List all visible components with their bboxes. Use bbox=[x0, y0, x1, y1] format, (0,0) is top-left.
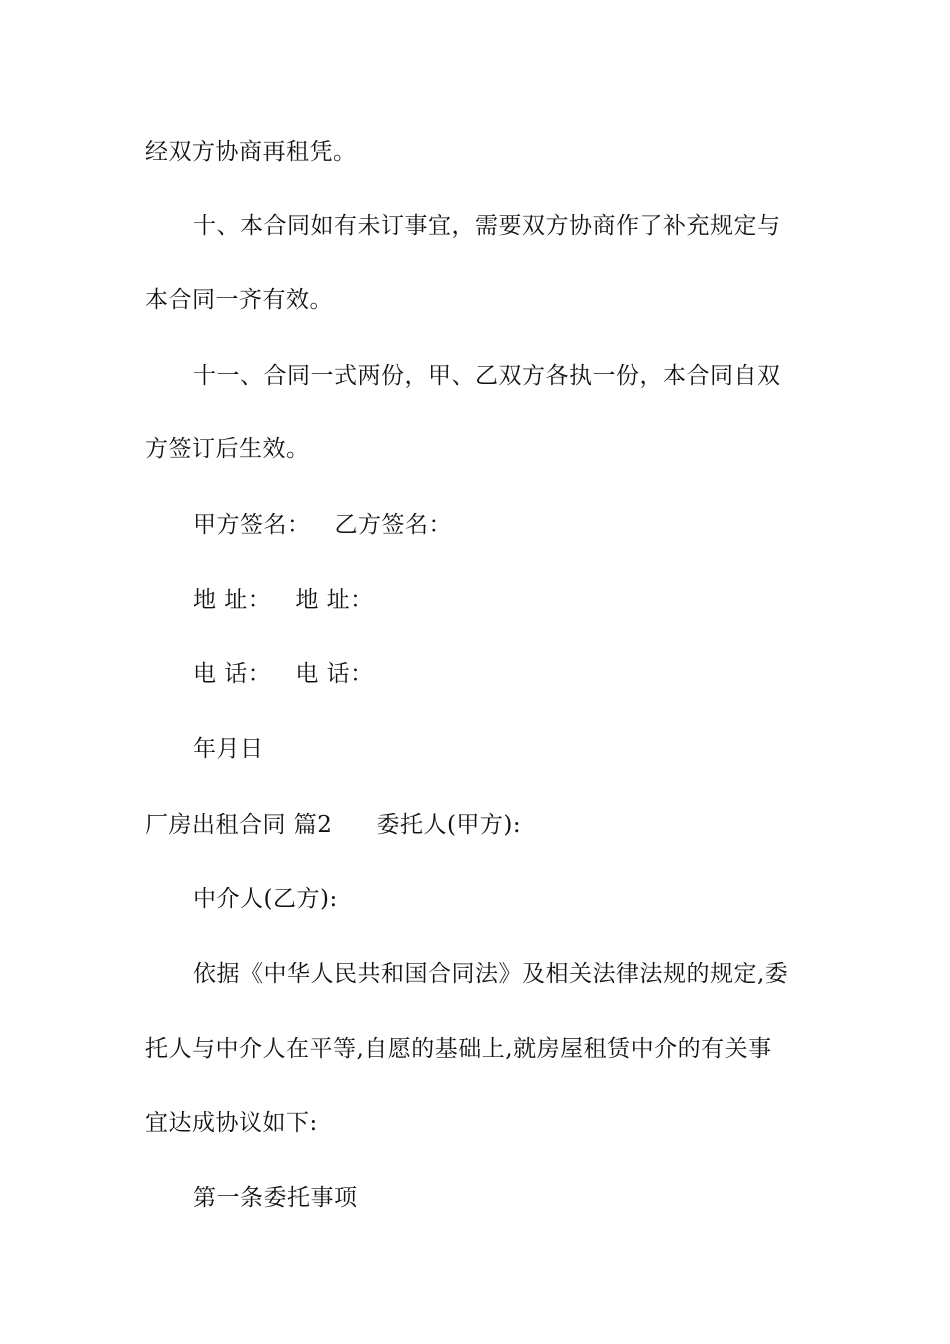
signature-line bbox=[193, 510, 452, 540]
agent-label: 中介人(乙方): bbox=[193, 886, 338, 912]
party-b-phone-label: 电 话： bbox=[295, 661, 374, 687]
paragraph-line: 本合同一齐有效。 bbox=[145, 287, 333, 313]
paragraph-line: 托人与中介人在平等,自愿的基础上,就房屋租赁中介的有关事 bbox=[145, 1036, 772, 1062]
phone-line bbox=[193, 659, 374, 689]
paragraph-line: 方签订后生效。 bbox=[145, 436, 310, 462]
paragraph-line: 依据《中华人民共和国合同法》及相关法律法规的规定,委 bbox=[193, 961, 789, 987]
client-label: 委托人(甲方): bbox=[376, 812, 522, 838]
party-b-sign-label: 乙方签名： bbox=[334, 512, 452, 538]
paragraph-line: 十一、合同一式两份，甲、乙双方各执一份，本合同自双 bbox=[193, 363, 781, 389]
party-b-address-label: 地 址： bbox=[295, 587, 374, 613]
party-a-phone-label: 电 话： bbox=[193, 661, 272, 687]
date-line: 年月日 bbox=[193, 736, 264, 762]
party-a-address-label: 地 址： bbox=[193, 587, 272, 613]
party-a-sign-label: 甲方签名： bbox=[193, 512, 311, 538]
paragraph-line: 十、本合同如有未订事宜，需要双方协商作了补充规定与 bbox=[193, 213, 781, 239]
section-title: 厂房出租合同 篇2 bbox=[145, 812, 333, 838]
section-title-line bbox=[145, 810, 521, 840]
address-line bbox=[193, 585, 374, 615]
paragraph-line: 经双方协商再租凭。 bbox=[145, 139, 357, 165]
article-heading: 第一条委托事项 bbox=[193, 1185, 358, 1211]
paragraph-line: 宜达成协议如下: bbox=[145, 1110, 318, 1136]
